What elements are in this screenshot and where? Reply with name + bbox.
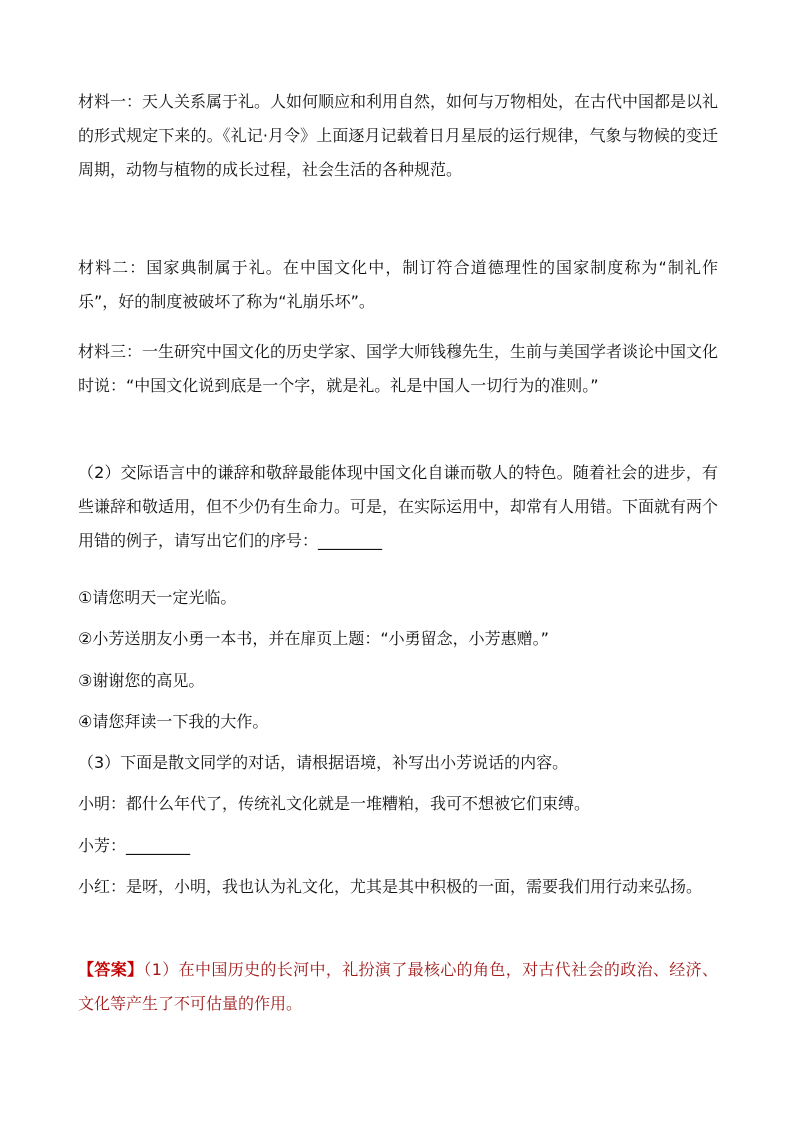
option-4: ④请您拜读一下我的大作。 [78, 712, 269, 731]
material-three: 材料三：一生研究中国文化的历史学家、国学大师钱穆先生，生前与美国学者谈论中国文化时说：“中国文化说到底是一个字，就是礼。礼是中国人一切行为的准则。” [78, 342, 719, 395]
material-one: 材料一：天人关系属于礼。人如何顺应和利用自然，如何与万物相处，在古代中国都是以礼的形式规定下来的。《礼记·月令》上面逐月记载着日月星辰的运行规律，气象与物候的变迁周期，动物与植物的成长过程，社会生活的各种规范。 [78, 92, 719, 179]
option-3: ③谢谢您的高见。 [78, 671, 205, 690]
dialogue-xiaofang: 小芳：________ [78, 836, 191, 855]
dialogue-xiaoming: 小明：都什么年代了，传统礼文化就是一堆糟粕，我可不想被它们束缚。 [78, 794, 591, 813]
answer-text: （1）在中国历史的长河中，礼扮演了最核心的角色，对古代社会的政治、经济、文化等产生了不可估量的作用。 [78, 960, 718, 1013]
dialogue-xiaohong: 小红：是呀，小明，我也认为礼文化，尤其是其中积极的一面，需要我们用行动来弘扬。 [78, 877, 703, 896]
question-3: （3）下面是散文同学的对话，请根据语境，补写出小芳说话的内容。 [78, 753, 569, 772]
option-1: ①请您明天一定光临。 [78, 588, 237, 607]
material-two: 材料二：国家典制属于礼。在中国文化中，制订符合道德理性的国家制度称为“制礼作乐”，好的制度被破坏了称为“礼崩乐坏”。 [78, 258, 718, 311]
option-2: ②小芳送朋友小勇一本书，并在扉页上题：“小勇留念，小芳惠赠。” [78, 629, 549, 648]
answer-tag: 【答案】 [78, 960, 144, 979]
answer-block [78, 953, 718, 1021]
question-2: （2）交际语言中的谦辞和敬辞最能体现中国文化自谦而敬人的特色。随着社会的进步，有些谦辞和敬适用，但不少仍有生命力。可是，在实际运用中，却常有人用错。下面就有两个用错的例子，请写出它们的序号：________ [78, 463, 719, 550]
